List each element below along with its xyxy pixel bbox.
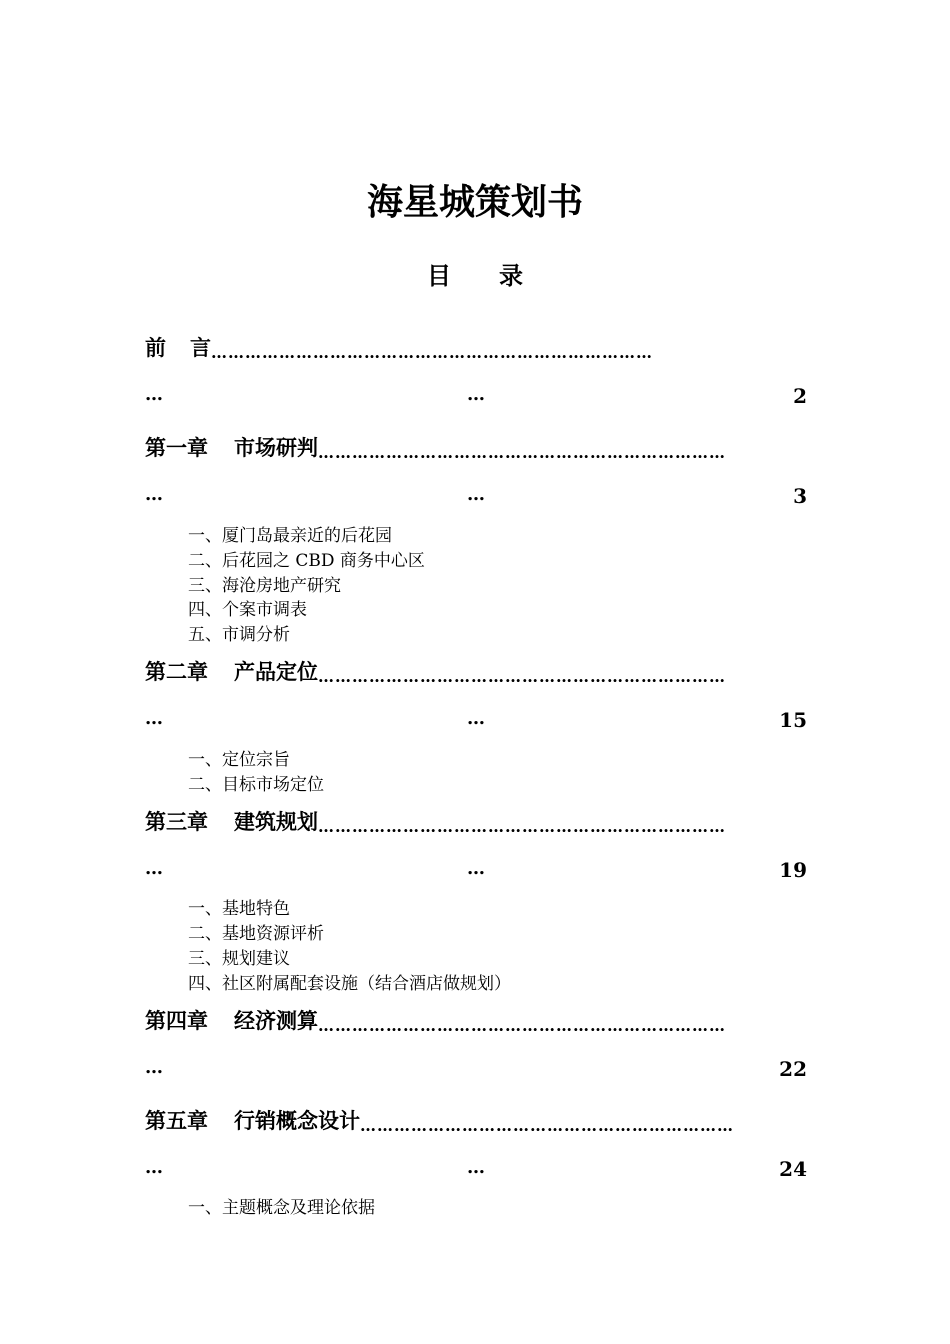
entry-label [145, 806, 318, 836]
sub-item[interactable]: 五、市调分析 [188, 625, 290, 645]
dot-leader-cont: … [145, 1057, 163, 1078]
sub-item[interactable]: 三、规划建议 [188, 949, 290, 969]
entry-label-part: 建筑规划 [234, 810, 318, 834]
toc-entry-chapter-4[interactable] [145, 1005, 807, 1085]
sub-item[interactable]: 四、社区附属配套设施（结合酒店做规划） [188, 974, 511, 994]
page-number: 3 [793, 484, 807, 508]
toc-entry-chapter-2[interactable] [145, 656, 807, 736]
page-number: 24 [779, 1157, 807, 1181]
entry-label-part: 第一章 [145, 436, 208, 460]
dot-leader-cont: … [145, 858, 163, 879]
entry-label-part: 前 [145, 336, 166, 360]
page-number: 2 [793, 384, 807, 408]
dot-leader-mid: … [467, 708, 485, 729]
sub-item[interactable]: 四、个案市调表 [188, 600, 307, 620]
entry-label [145, 1105, 360, 1135]
dot-leader: ……………………………………………………………… [318, 667, 726, 686]
toc-entry-chapter-3[interactable] [145, 806, 807, 886]
sub-item[interactable]: 一、定位宗旨 [188, 750, 290, 770]
sub-item[interactable]: 二、后花园之 CBD 商务中心区 [188, 551, 425, 571]
entry-label-part: 经济测算 [234, 1009, 318, 1033]
dot-leader-mid: … [467, 384, 485, 405]
page-number: 19 [779, 858, 807, 882]
toc-entry-chapter-5[interactable] [145, 1105, 807, 1185]
page-number: 15 [779, 708, 807, 732]
entry-label-part: 第五章 [145, 1109, 208, 1133]
dot-leader: ……………………………………………………………… [318, 443, 726, 462]
toc-heading-char-1: 目 [427, 262, 451, 290]
sub-item[interactable]: 三、海沧房地产研究 [188, 576, 341, 596]
entry-label [145, 332, 211, 362]
entry-label-part: 第二章 [145, 660, 208, 684]
entry-label-part: 第三章 [145, 810, 208, 834]
entry-label-part: 言 [190, 336, 211, 360]
dot-leader-cont: … [145, 384, 163, 405]
toc-heading [0, 260, 950, 292]
dot-leader-cont: … [145, 708, 163, 729]
dot-leader-mid: … [467, 858, 485, 879]
entry-label-part: 市场研判 [234, 436, 318, 460]
dot-leader-cont: … [145, 484, 163, 505]
sub-item[interactable]: 一、厦门岛最亲近的后花园 [188, 526, 392, 546]
entry-label-part: 产品定位 [234, 660, 318, 684]
document-title: 海星城策划书 [366, 182, 583, 223]
toc-entry-chapter-1[interactable] [145, 432, 807, 512]
entry-label-part: 行销概念设计 [234, 1109, 360, 1133]
toc-entry-preface[interactable] [145, 332, 807, 412]
dot-leader-cont: … [145, 1157, 163, 1178]
entry-label-part: 第四章 [145, 1009, 208, 1033]
sub-item[interactable]: 一、主题概念及理论依据 [188, 1198, 375, 1218]
dot-leader-mid: … [467, 1157, 485, 1178]
dot-leader: ………………………………………………………… [360, 1116, 734, 1135]
entry-label [145, 656, 318, 686]
dot-leader: ……………………………………………………………… [318, 817, 726, 836]
page-number: 22 [779, 1057, 807, 1081]
sub-item[interactable]: 二、基地资源评析 [188, 924, 324, 944]
dot-leader: ……………………………………………………………… [318, 1016, 726, 1035]
entry-label [145, 1005, 318, 1035]
toc-heading-char-2: 录 [499, 262, 523, 290]
entry-label [145, 432, 318, 462]
sub-item[interactable]: 二、目标市场定位 [188, 775, 324, 795]
dot-leader-mid: … [467, 484, 485, 505]
sub-item[interactable]: 一、基地特色 [188, 899, 290, 919]
dot-leader: …………………………………………………………………… [211, 343, 653, 362]
